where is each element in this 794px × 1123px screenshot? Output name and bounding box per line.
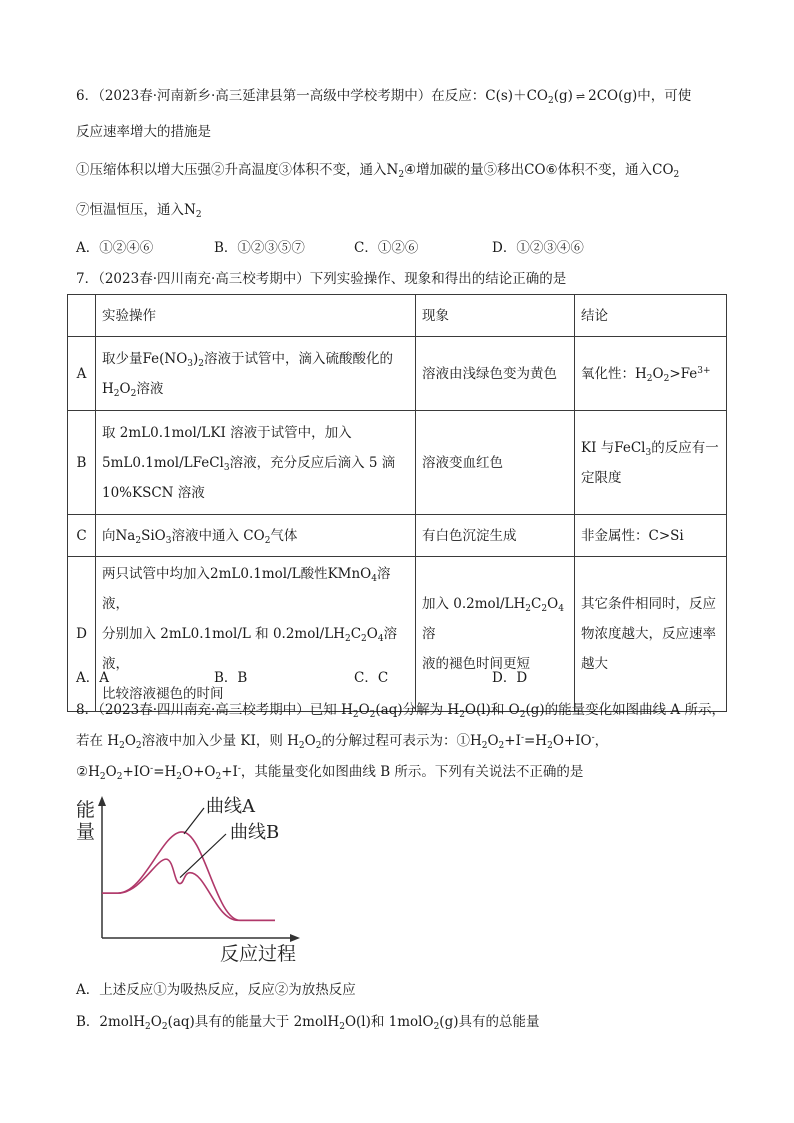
q6-options <box>0 238 794 258</box>
cell-text: 10%KSCN 溶液 <box>102 484 205 501</box>
cell-text: 溶液于试管中，滴入硫酸酸化的 <box>204 350 394 367</box>
subscript: 2 <box>369 710 376 720</box>
table-row <box>68 411 727 515</box>
cell-text: 取少量Fe(NO <box>102 350 188 367</box>
superscript: - <box>150 764 154 774</box>
q6-option-d[interactable]: D．①②③④⑥ <box>492 240 584 256</box>
q8-text: (g)的能量变化如图曲线 A 所示， <box>525 702 725 718</box>
table-row <box>68 515 727 557</box>
q6-option-b[interactable]: B．①②③⑤⑦ <box>214 240 305 256</box>
subscript: 2 <box>116 772 123 782</box>
subscript: 2 <box>99 772 106 782</box>
q7-option-c[interactable]: C．C <box>354 670 389 686</box>
row-key: C <box>68 515 96 557</box>
subscript: 2 <box>673 170 680 180</box>
q8-text: ，其能量变化如图曲线 B 所示。下列有关说法不正确的是 <box>240 764 584 780</box>
cell-text: >Fe <box>669 365 698 382</box>
subscript: 4 <box>371 574 377 584</box>
row-operation <box>96 337 416 411</box>
cell-text: O <box>652 365 664 382</box>
q8-text: O+O <box>182 764 216 780</box>
q8-text: +I <box>221 764 238 780</box>
q8-stem-line3 <box>76 762 583 782</box>
cell-text: 溶液， <box>102 626 398 672</box>
q8-text: 8．（2023春·四川南充·高三校考期中）已知 H <box>76 702 353 718</box>
curve-b-leader <box>180 834 226 878</box>
subscript: 2 <box>398 170 405 180</box>
q8-text: O <box>358 702 370 718</box>
q8-text: 的分解过程可表示为：①H <box>321 733 482 749</box>
subscript: 2 <box>663 373 670 384</box>
q8-text: O+IO <box>552 733 592 749</box>
subscript: 2 <box>130 388 137 399</box>
y-axis-label: 量 <box>76 821 96 843</box>
cell-text: 溶液，充分反应后滴入 5 滴 <box>229 454 396 471</box>
q8-text: 溶液中加入少量 KI，则 H <box>141 733 299 749</box>
subscript: 2 <box>135 741 142 751</box>
cell-text: 加入 0.2mol/LH <box>422 596 526 612</box>
q6-option-c[interactable]: C．①②⑥ <box>354 240 419 256</box>
row-key: B <box>68 411 96 515</box>
cell-text: O <box>366 626 378 642</box>
cell-text: 分别加入 2mL0.1mol/L 和 0.2mol/LH <box>102 626 345 642</box>
q6-measure-text: ⑦恒温恒压，通入N <box>76 202 196 218</box>
q8-option-a[interactable]: A．上述反应①为吸热反应，反应②为放热反应 <box>76 982 356 998</box>
cell-text: O <box>119 380 131 397</box>
header-empty-cell <box>68 295 96 337</box>
q6-stem-line2: 反应速率增大的措施是 <box>76 124 211 140</box>
q8-text: O <box>150 1014 162 1030</box>
q6-stem-text: 6．（2023春·河南新乡·高三延津县第一高级中学校考期中）在反应：C(s)＋CO <box>76 88 548 104</box>
cell-text: 比较溶液褪色的时间 <box>102 686 224 702</box>
q8-stem-line1 <box>76 700 725 720</box>
curve-a <box>102 832 275 920</box>
q7-option-d[interactable]: D．D <box>492 670 528 686</box>
cell-text: 液的褪色时间更短 <box>422 656 530 672</box>
y-axis-arrow <box>98 796 106 806</box>
curve-a-leader <box>184 808 204 834</box>
q6-option-a[interactable]: A．①②④⑥ <box>76 240 154 256</box>
row-phenomenon: 溶液由浅绿色变为黄色 <box>416 337 575 411</box>
x-axis-label: 反应过程 <box>220 943 297 965</box>
header-conclusion: 结论 <box>575 295 727 337</box>
q8-text: O <box>124 733 136 749</box>
row-phenomenon <box>416 557 575 712</box>
curve-b-label: 曲线B <box>230 822 280 843</box>
table-row <box>68 337 727 411</box>
q8-text: (g)具有的总能量 <box>439 1014 540 1030</box>
q8-text: (aq)分解为 H <box>375 702 460 718</box>
subscript: 3 <box>645 447 652 458</box>
subscript: 2 <box>176 772 183 782</box>
superscript: - <box>591 733 595 743</box>
row-operation <box>96 411 416 515</box>
q7-experiment-table <box>67 294 727 712</box>
q8-text: +I <box>504 733 521 749</box>
subscript: 4 <box>377 634 384 644</box>
cell-text: 的反应有一 <box>651 439 719 456</box>
subscript: 2 <box>547 96 554 106</box>
q8-text: +IO <box>122 764 151 780</box>
subscript: 2 <box>541 604 548 614</box>
q8-text: O(l)和 O <box>464 702 520 718</box>
subscript: 4 <box>558 604 564 614</box>
row-conclusion <box>575 557 727 712</box>
subscript: 2 <box>339 1022 345 1032</box>
subscript: 2 <box>298 741 305 751</box>
energy-diagram <box>70 790 310 970</box>
q7-options <box>0 668 794 688</box>
subscript: 2 <box>119 741 125 751</box>
subscript: 2 <box>344 634 351 644</box>
subscript: 2 <box>525 604 532 614</box>
subscript: 2 <box>145 1022 151 1032</box>
subscript: 2 <box>498 741 505 751</box>
cell-text: 溶液中通入 CO <box>171 527 265 544</box>
cell-text: 溶液， <box>102 566 391 612</box>
row-phenomenon: 有白色沉淀生成 <box>416 515 575 557</box>
cell-text: KI 与FeCl <box>581 439 646 456</box>
cell-text: 氧化性：H <box>581 365 647 382</box>
cell-text: 5mL0.1mol/LFeCl <box>102 454 224 471</box>
equilibrium-arrow: ⇌ <box>575 90 586 103</box>
subscript: 2 <box>215 772 222 782</box>
cell-text: 气体 <box>270 527 298 544</box>
q8-text: B．2molH <box>76 1014 146 1030</box>
subscript: 2 <box>646 373 653 384</box>
cell-text: 物浓度越大，反应速率 <box>581 626 716 642</box>
cell-text: 越大 <box>581 656 608 672</box>
q6-measures-line1 <box>76 160 679 180</box>
header-operation: 实验操作 <box>96 295 416 337</box>
subscript: 2 <box>361 634 367 644</box>
row-operation <box>96 515 416 557</box>
q8-stem-line2 <box>76 731 608 751</box>
superscript: 3+ <box>697 365 711 376</box>
subscript: 2 <box>481 741 488 751</box>
subscript: 2 <box>547 741 553 751</box>
cell-text: 取 2mL0.1mol/LKI 溶液于试管中，加入 <box>102 424 352 441</box>
row-key: D <box>68 557 96 712</box>
q7-stem: 7．（2023春·四川南充·高三校考期中）下列实验操作、现象和得出的结论正确的是 <box>76 271 567 287</box>
subscript: 2 <box>352 710 359 720</box>
q8-text: ， <box>594 733 609 749</box>
q8-text: O <box>487 733 499 749</box>
subscript: 2 <box>433 1022 440 1032</box>
header-phenomenon: 现象 <box>416 295 575 337</box>
subscript: 2 <box>135 535 142 546</box>
cell-text: H <box>102 380 114 397</box>
q6-stem-text: (g) <box>553 88 573 104</box>
row-conclusion: 非金属性：C>Si <box>575 515 727 557</box>
subscript: 2 <box>161 1022 168 1032</box>
q7-option-a[interactable]: A．A <box>76 670 109 686</box>
q8-text: O <box>304 733 316 749</box>
q6-stem-text: 2CO(g)中，可使 <box>588 88 692 104</box>
superscript: - <box>237 764 241 774</box>
table-header-row <box>68 295 727 337</box>
cell-text: 定限度 <box>581 469 622 486</box>
subscript: 2 <box>113 388 120 399</box>
q7-option-b[interactable]: B．B <box>214 670 248 686</box>
q6-measure-text: ④增加碳的量⑤移出CO⑥体积不变，通入CO <box>404 162 674 178</box>
q6-stem-line1 <box>76 86 691 107</box>
y-axis-label: 能 <box>76 799 96 821</box>
q8-option-b[interactable] <box>76 1012 539 1032</box>
superscript: - <box>520 733 524 743</box>
q8-text: ②H <box>76 764 100 780</box>
cell-text: 其它条件相同时，反应 <box>581 596 716 612</box>
q8-text: (aq)具有的能量大于 2molH <box>167 1014 340 1030</box>
subscript: 2 <box>264 535 271 546</box>
cell-text: O <box>547 596 559 612</box>
row-conclusion <box>575 411 727 515</box>
cell-text: C <box>350 626 362 642</box>
cell-text: ) <box>193 350 199 367</box>
subscript: 2 <box>519 710 526 720</box>
cell-text: 溶 <box>422 626 436 642</box>
subscript: 3 <box>165 535 172 546</box>
cell-text: SiO <box>141 527 166 544</box>
subscript: 2 <box>459 710 465 720</box>
x-axis-arrow <box>290 934 300 942</box>
q8-text: =H <box>153 764 177 780</box>
q8-text: 若在 H <box>76 733 120 749</box>
cell-text: 向Na <box>102 527 136 544</box>
q8-text: =H <box>523 733 548 749</box>
subscript: 3 <box>223 462 230 473</box>
cell-text: C <box>531 596 542 612</box>
cell-text: 溶液 <box>136 380 164 397</box>
subscript: 2 <box>198 358 205 369</box>
curve-a-label: 曲线A <box>206 796 255 817</box>
subscript: 3 <box>187 358 193 369</box>
cell-text: 两只试管中均加入2mL0.1mol/L酸性KMnO <box>102 566 372 582</box>
table-row <box>68 557 727 712</box>
row-key: A <box>68 337 96 411</box>
q8-text: O <box>105 764 117 780</box>
subscript: 2 <box>195 210 202 220</box>
row-phenomenon: 溶液变血红色 <box>416 411 575 515</box>
row-conclusion <box>575 337 727 411</box>
q6-measure-text: ①压缩体积以增大压强②升高温度③体积不变，通入N <box>76 162 399 178</box>
q6-measures-line2 <box>76 200 202 220</box>
subscript: 2 <box>315 741 322 751</box>
q8-text: O(l)和 1molO <box>344 1014 434 1030</box>
row-operation <box>96 557 416 712</box>
